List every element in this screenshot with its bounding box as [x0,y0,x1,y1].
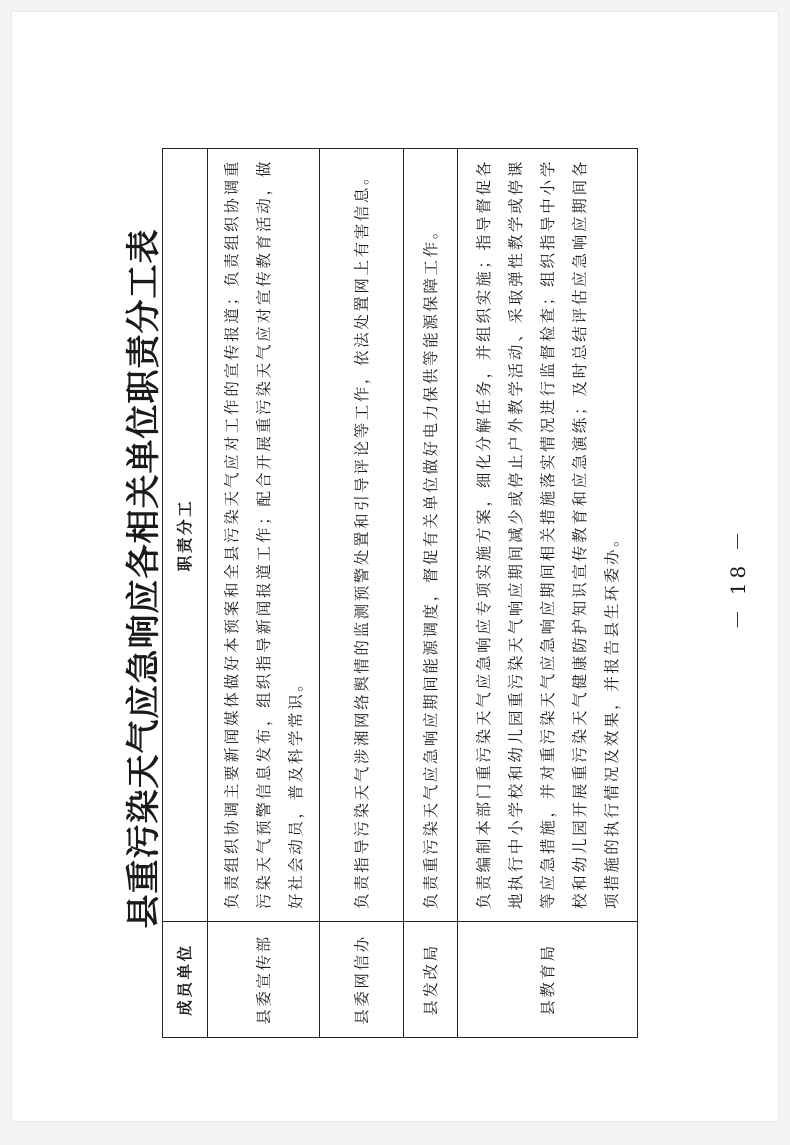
unit-cell: 县发改局 [404,922,458,1038]
unit-cell: 县委宣传部 [208,922,320,1038]
table-row [404,149,458,1038]
rotated-landscape-content [12,12,790,1145]
duty-cell: 负责重污染天气应急响应期间能源调度，督促有关单位做好电力保供等能源保障工作。 [404,149,458,922]
table-row [458,149,638,1038]
unit-cell: 县教育局 [458,922,638,1038]
table-row [320,149,404,1038]
header-duty: 职责分工 [163,149,208,922]
duty-cell: 负责指导污染天气涉湘网络舆情的监测预警处置和引导评论等工作，依法处置网上有害信息。 [320,149,404,922]
header-unit: 成员单位 [163,922,208,1038]
document-page [12,12,778,1121]
duty-cell: 负责组织协调主要新闻媒体做好本预案和全县污染天气应对工作的宣传报道；负责组织协调重污染天气预警信息发布，组织指导新闻报道工作；配合开展重污染天气应对宣传教育活动，做好社会动员，普及科学常识。 [208,149,320,922]
table-header-row [163,149,208,1038]
duty-cell: 负责编制本部门重污染天气应急响应专项实施方案，细化分解任务，并组织实施；指导督促各地执行中小学校和幼儿园重污染天气响应期间减少或停止户外教学活动、采取弹性教学或停课等应急措施，并对重污染天气应急响应期间相关措施落实情况进行监督检查；组织指导中小学校和幼儿园开展重污染天气健康防护知识宣传教育和应急演练；及时总结评估应急响应期间各项措施的执行情况及效果，并报告县生环委办。 [458,149,638,922]
unit-cell: 县委网信办 [320,922,404,1038]
duty-table [162,148,638,1038]
document-title: 县重污染天气应急响应各相关单位职责分工表 [124,228,164,929]
page-number: － 18 － [726,527,750,630]
table-row [208,149,320,1038]
